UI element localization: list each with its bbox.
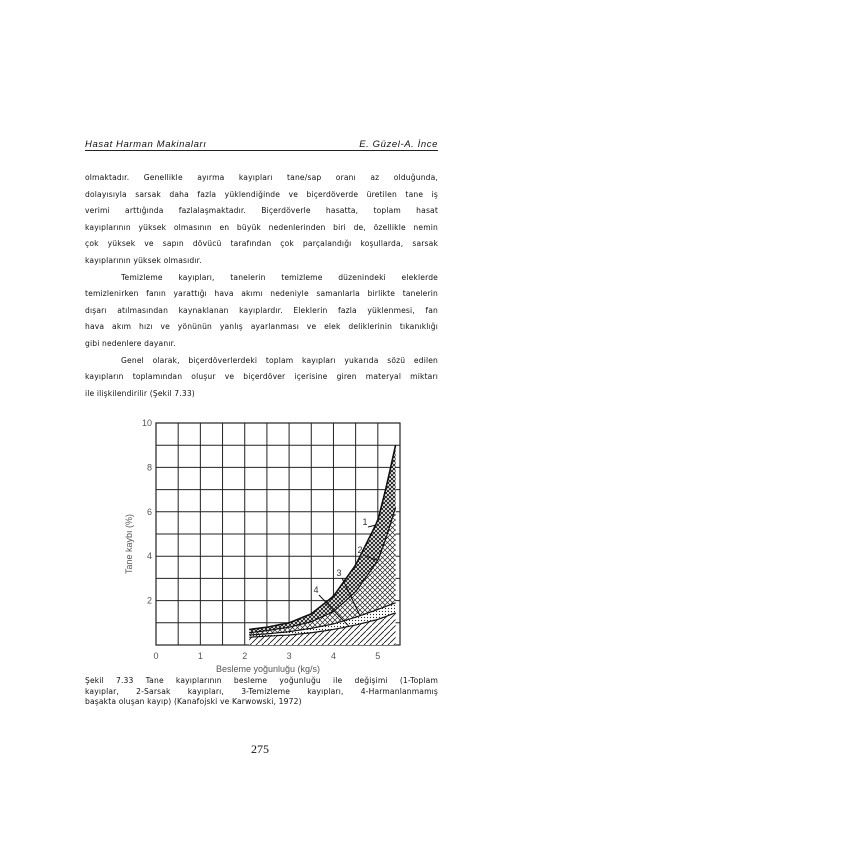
x-tick-label: 5 xyxy=(375,651,381,661)
paragraph-2 xyxy=(85,270,438,353)
y-tick-label: 8 xyxy=(146,462,152,473)
loss-chart xyxy=(120,415,410,675)
text-line: Temizleme kayıpları, tanelerin temizleme düzenindeki eleklerde xyxy=(121,272,438,282)
caption-line: kayıplar, 2-Sarsak kayıpları, 3-Temizleme kayıpları, 4-Harmanlanmamış xyxy=(85,686,438,696)
chart-areas xyxy=(249,445,395,645)
page-number: 275 xyxy=(251,742,269,756)
curve-label-3: 3 xyxy=(336,568,342,578)
paragraph-1 xyxy=(85,170,438,270)
running-header xyxy=(85,139,438,150)
y-axis-label: Tane kaybı (%) xyxy=(124,513,134,575)
header-book-title: Hasat Harman Makinaları xyxy=(85,139,207,150)
y-tick-label: 10 xyxy=(141,418,152,428)
text-line: kayıpların toplamından oluşur ve biçerdöver içerisine giren materyal miktarı xyxy=(85,372,438,382)
caption-line: başakta oluşan kayıp) (Kanafojski ve Karwowski, 1972) xyxy=(85,697,302,707)
text-line: kayıplarının yüksek olmasının en büyük nedenlerinden biri de, özellikle nemin xyxy=(85,222,438,232)
curve-label-2: 2 xyxy=(357,545,363,555)
text-line: dışarı atılmasından kaynaklanan kayıplardır. Eleklerin fazla yüklenmesi, fan xyxy=(85,305,438,315)
x-tick-label: 2 xyxy=(242,651,248,661)
figure-caption xyxy=(85,676,438,708)
text-line: kayıplarının yüksek olmasıdır. xyxy=(85,255,202,265)
curve-label-4: 4 xyxy=(313,585,319,595)
x-tick-label: 1 xyxy=(197,651,203,661)
text-line: olmaktadır. Genellikle ayırma kayıpları tane/sap oranı az olduğunda, xyxy=(85,173,438,182)
curve-label-1: 1 xyxy=(362,517,368,527)
text-line: Genel olarak, biçerdöverlerdeki toplam kayıpları yukarıda sözü edilen xyxy=(121,355,438,365)
x-tick-label: 4 xyxy=(330,651,336,661)
caption-line: Şekil 7.33 Tane kayıplarının besleme yoğunluğu ile değişimi (1-Toplam xyxy=(85,676,438,685)
x-axis-label: Besleme yoğunluğu (kg/s) xyxy=(215,664,321,674)
y-tick-label: 4 xyxy=(146,551,152,562)
text-line: hava akım hızı ve yönünün yanlış ayarlanması ve elek deliklerinin tıkanıklığı xyxy=(85,322,438,332)
y-tick-label: 6 xyxy=(146,506,152,517)
text-line: verimi arttığında fazlalaşmaktadır. Biçerdöverle hasatta, toplam hasat xyxy=(85,206,438,216)
x-tick-label: 3 xyxy=(286,651,292,661)
x-tick-label: 0 xyxy=(153,651,159,661)
text-line: çok yüksek ve sapın dövücü tarafından çok parçalandığı koşullarda, sarsak xyxy=(85,239,438,249)
y-tick-label: 2 xyxy=(146,595,152,606)
text-line: gibi nedenlere dayanır. xyxy=(85,338,176,348)
body-text xyxy=(85,170,438,402)
paragraph-3 xyxy=(85,353,438,403)
text-line: temizlenirken fanın yarattığı hava akımı nedeniyle samanlarla birlikte tanelerin xyxy=(85,289,438,299)
text-line: ile ilişkilendirilir (Şekil 7.33) xyxy=(85,388,195,398)
header-authors: E. Güzel-A. İnce xyxy=(359,139,438,150)
text-line: dolayısıyla sarsak daha fazla yüklendiğinde ve biçerdöverde üretilen tane iş xyxy=(85,189,438,199)
header-rule xyxy=(85,150,438,151)
figure-7-33 xyxy=(120,415,410,675)
